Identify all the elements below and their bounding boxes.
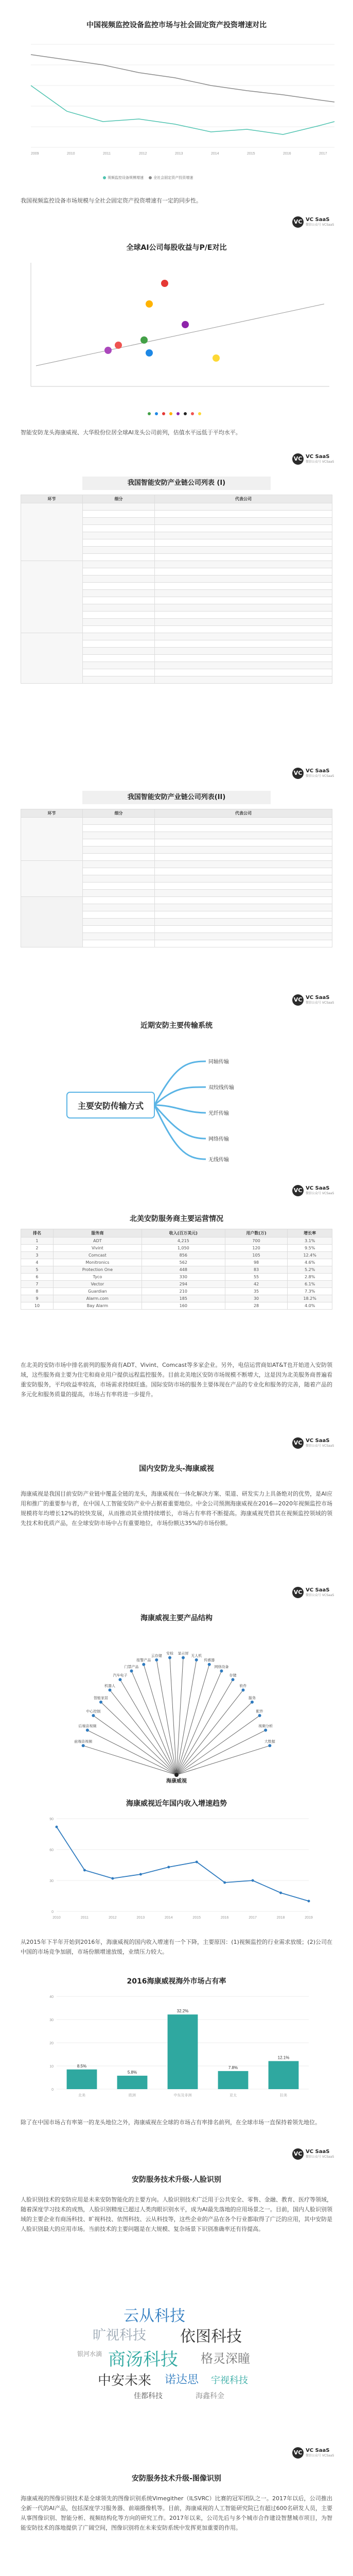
table-row: 1 ADT 4,215 700 3.1%: [21, 1238, 332, 1245]
section7-paragraph: 海康威视是我国目前安防产业链中覆盖全链的龙头，海康威视在一体化解决方案、渠道、研发实力上具备绝对的优势，是AI应用和推广的重要参与者，在中国人工智能安防产业中占据着重要地位。中金公司预测海康威视在2016—2020年视频监控市场规模将年均增长12%的较快发展，从而推动其业绩持续增长，市场占有率将不断提高。海康威视凭借其在视频监控领域的领先技术和优质产品，在全球安防市场中占有重要地位，市场份额达35%的市场份额。: [21, 1490, 332, 1527]
point-4: [140, 336, 148, 344]
section8-diagram: [74, 1628, 279, 1788]
point-3: [182, 321, 189, 328]
section12-title: 安防服务技术升级-图像识别: [132, 2475, 221, 2483]
fan-label: 中心控制: [86, 1709, 101, 1714]
fan-label: 云存储: [151, 1654, 162, 1658]
section9-chart: [36, 1811, 317, 1929]
hub-label: 海康威视: [166, 1778, 187, 1784]
data-point: [196, 1861, 198, 1863]
cloud-word: 云从科技: [123, 2308, 185, 2325]
fan-label: 机器人: [104, 1684, 116, 1688]
fan-node: [268, 1744, 271, 1747]
cloud-word: 海鑫科金: [196, 2392, 224, 2400]
x-tick: 2012: [109, 1916, 117, 1920]
point-1: [161, 280, 168, 287]
node-4: 网络传输: [208, 1137, 229, 1142]
section1-title: 中国视频监控设备监控市场与社会固定资产投资增速对比: [86, 21, 267, 29]
svg-text:2016: 2016: [283, 152, 291, 156]
y-tick: 60: [49, 1849, 54, 1852]
fan-label: 报警产品: [136, 1658, 151, 1663]
fan-label: 显示屏: [178, 1652, 189, 1656]
brand-logo: VC VC SaaS 微信公众号 VCSaaS: [292, 1185, 334, 1196]
fan-spoke: [177, 1702, 252, 1775]
bar-label: 32.2%: [177, 2009, 189, 2014]
bar: [269, 2061, 299, 2089]
data-point: [83, 1869, 86, 1872]
fan-spoke: [177, 1716, 260, 1775]
section10-paragraph: 除了在中国市场占有率第一的龙头地位之外，海康威视在全球的市场占有率排名前列，在全球市场一直保持着领先地位。: [21, 2119, 321, 2126]
section8-title: 海康威视主要产品结构: [140, 1614, 213, 1622]
node-2: 双绞线传输: [208, 1085, 234, 1091]
section1-legend: 视频监控设备规模增速 全社会固定资产投资增速: [103, 175, 197, 180]
fan-node: [241, 1688, 244, 1691]
table-row: 5 Protection One 448 83 5.2%: [21, 1266, 332, 1274]
fan-spoke: [177, 1745, 270, 1775]
fan-spoke: [83, 1745, 177, 1775]
cloud-word: 中安未来: [98, 2372, 152, 2388]
revenue-line: [57, 1827, 309, 1901]
y-tick: 0: [51, 1910, 54, 1914]
svg-text:2009: 2009: [31, 152, 39, 156]
section12-paragraph: 海康威视的图像识别技术是全球领先的图像识别系统Vimegither（ILSVRC）比赛的冠军团队之一。2017年以后，公司推出全新一代的AI产品，包括深度学习服务器、前端摄像机等。目前，海康威视的人工智能研究院已有超过600名研发人员，主要从事图像识别、智能分析、视频结构化等方向的研究工作。2017年以来，公司先后与多个城市合作建设智慧城市项目，为智能安防技术的落地提供了广阔空间，图像识别将在未来安防系统中发挥更加重要的作用。: [21, 2495, 332, 2531]
data-point: [56, 1826, 58, 1828]
svg-text:2015: 2015: [247, 152, 255, 156]
fan-label: 软件: [239, 1684, 247, 1688]
y-tick: 40: [49, 1995, 54, 1999]
brand-logo: VC VC SaaS 微信公众号 VCSaaS: [292, 216, 334, 228]
fan-label: 大数据: [264, 1740, 275, 1744]
fan-node: [168, 1656, 171, 1659]
section6-paragraph: 在北美的安防市场中排名前列的服务商有ADT、Vivint、Comcast等多家企业。另外，电信运营商如AT&T也开始进入安防领域，这些服务商主要为住宅和商业用户提供远程监控服务。目前北美地区安防市场规模不断增大，这是因为北美服务商普遍看重安防服务，平均收益率较高，市场需求持续旺盛。国际安防市场的服务主要体现在产品的专业化和服务的完善，随着产品的多元化和服务质量的提高，市场占有率将进一步提升。: [21, 1362, 332, 1398]
x-tick: 2013: [136, 1916, 145, 1920]
fan-node: [92, 1714, 95, 1717]
bar-label: 5.8%: [127, 2070, 137, 2075]
bar: [117, 2076, 148, 2089]
brand-logo: VC VC SaaS 微信公众号 VCSaaS: [292, 994, 334, 1006]
section6-table: 排名 服务商 收入(百万美元) 用户数(万) 增长率 1 ADT 4,215 700 3.1% 2 Vivint 1,050 120 9.5% 3 Comcast 856 105 12.4% 4 Monitronics 562 98 4.6% 5 Protection One 448 83 5.2% 6 Tyco 330 55 2.8% 7 Vector 294 42 6.1% 8 Guardian 210 35 7.3% 9 Alarm.com 185 30 18.2% 10 Bay Alarm 160 28 4.0%: [21, 1229, 332, 1310]
svg-text:2014: 2014: [211, 152, 219, 156]
fan-node: [251, 1701, 254, 1704]
brand-logo: VC VC SaaS 微信公众号 VCSaaS: [292, 768, 334, 779]
fan-node: [118, 1678, 121, 1681]
x-tick: 2017: [249, 1916, 257, 1920]
cloud-word: 诺达思: [165, 2373, 199, 2386]
section10-chart: [36, 1989, 317, 2107]
brand-logo: VC VC SaaS 微信公众号 VCSaaS: [292, 2148, 334, 2160]
series-monitor-line: [31, 86, 334, 134]
fan-node: [155, 1658, 158, 1662]
node-5: 无线传输: [208, 1157, 229, 1163]
center-node: 主要安防传输方式: [77, 1102, 144, 1111]
table-row: 9 Alarm.com 185 30 18.2%: [21, 1295, 332, 1302]
section4-title: 我国智能安防产业链公司列表(II): [82, 791, 271, 804]
section2-caption: 智能安防龙头海康威视、大华股份位居全球AI龙头公司前列，估值水平远低于平均水平。: [21, 429, 241, 436]
table-row: 2 Vivint 1,050 120 9.5%: [21, 1245, 332, 1252]
point-5: [115, 342, 122, 349]
bar-label: 7.8%: [228, 2065, 238, 2070]
brand-logo: VC VC SaaS 微信公众号 VCSaaS: [292, 1587, 334, 1598]
fan-label: 网络设备: [214, 1665, 229, 1669]
node-3: 光纤传输: [208, 1111, 229, 1116]
fan-spoke: [93, 1716, 177, 1775]
fan-node: [258, 1714, 261, 1717]
cloud-word: 银河水滴: [77, 2350, 102, 2358]
y-tick: 30: [49, 2019, 54, 2022]
fan-node: [82, 1744, 85, 1747]
svg-text:2013: 2013: [175, 152, 183, 156]
y-tick: 30: [49, 1879, 54, 1883]
fan-node: [208, 1663, 211, 1666]
fan-node: [264, 1728, 267, 1732]
bar-label: 12.1%: [277, 2055, 290, 2060]
fan-label: 安检: [166, 1652, 174, 1656]
brand-logo: VC VC SaaS 微信公众号 VCSaaS: [292, 453, 334, 465]
cloud-word: 宇视科技: [211, 2375, 248, 2385]
point-2: [146, 300, 153, 308]
section1-caption: 我国视频监控设备市场规模与全社会固定资产投资增速有一定的同步性。: [21, 197, 202, 204]
point-6: [104, 347, 112, 354]
word-cloud: [62, 2287, 291, 2442]
series-fixed-asset-line: [31, 55, 334, 102]
data-point: [252, 1879, 254, 1882]
cloud-word: 格灵深瞳: [201, 2352, 250, 2366]
x-tick: 亚太: [230, 2094, 237, 2097]
fan-node: [109, 1688, 112, 1691]
section2-chart: [15, 252, 338, 407]
x-tick: 2018: [276, 1916, 285, 1920]
fan-label: 服务: [248, 1696, 256, 1700]
point-8: [213, 354, 220, 362]
svg-text:2011: 2011: [103, 152, 111, 156]
x-tick: 中东及非洲: [173, 2094, 192, 2097]
data-point: [223, 1882, 226, 1884]
section4-table: 环节 细分 代表公司: [21, 809, 332, 947]
data-point: [111, 1877, 114, 1880]
section3-title: 我国智能安防产业链公司列表 (I): [82, 477, 271, 490]
fan-spoke: [177, 1671, 221, 1775]
y-tick: 90: [49, 1818, 54, 1821]
x-tick: 2014: [164, 1916, 173, 1920]
x-tick: 北美: [78, 2094, 85, 2097]
data-point: [139, 1873, 142, 1876]
brand-logo: VC VC SaaS 微信公众号 VCSaaS: [292, 1437, 334, 1449]
fan-label: 前端音视频: [74, 1740, 93, 1744]
point-7: [146, 349, 153, 357]
fan-node: [232, 1678, 235, 1681]
fan-spoke: [177, 1690, 243, 1775]
section2-title: 全球AI公司每股收益与P/E对比: [126, 244, 227, 252]
section6-title: 北美安防服务商主要运营情况: [130, 1215, 223, 1223]
fan-label: 后端音视频: [78, 1724, 97, 1728]
fan-node: [99, 1701, 102, 1704]
fan-node: [182, 1656, 185, 1659]
fan-spoke: [101, 1702, 177, 1775]
data-point: [308, 1900, 310, 1903]
fan-spoke: [170, 1658, 177, 1775]
fan-spoke: [177, 1658, 183, 1775]
x-tick: 2010: [52, 1916, 61, 1920]
cloud-word: 商汤科技: [108, 2350, 178, 2369]
section5-title: 近期安防主要传输系统: [140, 1022, 213, 1030]
cloud-word: 旷视科技: [93, 2327, 147, 2343]
fan-label: 汽车电子: [113, 1674, 128, 1678]
fan-node: [130, 1669, 133, 1672]
y-tick: 0: [51, 2088, 54, 2092]
hub-node: [174, 1773, 179, 1777]
table-row: 7 Vector 294 42 6.1%: [21, 1281, 332, 1288]
fan-node: [142, 1663, 145, 1666]
bar: [67, 2070, 97, 2089]
data-point: [279, 1892, 282, 1894]
x-tick: 欧洲: [129, 2094, 136, 2097]
y-tick: 10: [49, 2065, 54, 2069]
cloud-word: 佳都科技: [134, 2392, 163, 2400]
svg-text:2010: 2010: [67, 152, 75, 156]
table-row: 4 Monitronics 562 98 4.6%: [21, 1259, 332, 1266]
section9-paragraph: 从2015年下半年开始到2016年，海康威视的国内收入增速有一个下降，主要原因：(1)视频监控的行业需求放缓；(2)公司在中国的市场竞争加剧，市场份额增速放缓，业绩压力较大。: [21, 1939, 332, 1955]
svg-text:2017: 2017: [319, 152, 327, 156]
fan-label: 无人机: [191, 1654, 202, 1658]
fan-node: [86, 1728, 89, 1732]
x-tick: 2019: [305, 1916, 313, 1920]
table-row: 6 Tyco 330 55 2.8%: [21, 1274, 332, 1281]
section5-diagram: [57, 1036, 296, 1175]
section9-title: 海康威视近年国内收入增速趋势: [126, 1800, 227, 1808]
section11-paragraph: 人脸识别技术的安防应用是未来安防智能化的主要方向。人脸识别技术广泛用于公共安全、零售、金融、教育、医疗等领域，随着深度学习技术的成熟，人脸识别精度已超过人类肉眼识别水平，成为AI最先落地的应用场景之一。目前，国内人脸识别领域的主要企业有商汤科技、旷视科技、依图科技、云从科技等，这些企业的产品在各个行业都取得了广泛的应用，其中安防是人脸识别最大的应用市场。当前技术的主要问题是在大规模、复杂场景下识别准确率还有待提高。: [21, 2196, 332, 2232]
section3-table: 环节 细分 代表公司: [21, 495, 332, 684]
table-row: 10 Bay Alarm 160 28 4.0%: [21, 1302, 332, 1310]
fan-label: 存储: [229, 1674, 237, 1678]
cloud-word: 依图科技: [180, 2328, 242, 2345]
fan-node: [220, 1669, 223, 1672]
y-tick: 20: [49, 2042, 54, 2045]
section2-legend: [31, 412, 322, 415]
fan-label: 智能家居: [94, 1696, 109, 1700]
x-tick: 2016: [220, 1916, 229, 1920]
bar-label: 8.5%: [77, 2063, 87, 2069]
bar: [168, 2014, 198, 2089]
node-1: 同轴传输: [208, 1059, 229, 1065]
table-row: 8 Guardian 210 35 7.3%: [21, 1288, 332, 1295]
fan-label: 视频分析: [258, 1724, 273, 1728]
section1-chart: [10, 34, 343, 168]
brand-logo: VC VC SaaS 微信公众号 VCSaaS: [292, 2447, 334, 2459]
table-row: 3 Comcast 856 105 12.4%: [21, 1252, 332, 1259]
fan-label: 门禁产品: [124, 1665, 139, 1669]
fan-node: [195, 1658, 198, 1662]
fan-spoke: [132, 1671, 177, 1775]
section7-title: 国内安防龙头-海康威视: [139, 1465, 214, 1473]
x-tick: 2011: [80, 1916, 89, 1920]
section11-title: 安防服务技术升级-人脸识别: [132, 2176, 221, 2184]
data-point: [167, 1866, 170, 1869]
x-tick: 拉美: [280, 2094, 287, 2097]
x-tick: 2015: [192, 1916, 201, 1920]
svg-text:2012: 2012: [139, 152, 147, 156]
bar: [218, 2071, 249, 2089]
fan-label: 传感器: [204, 1658, 215, 1663]
fan-label: 配件: [256, 1709, 263, 1714]
fan-spoke: [110, 1690, 177, 1775]
section10-title: 2016海康威视海外市场占有率: [127, 1977, 226, 1986]
